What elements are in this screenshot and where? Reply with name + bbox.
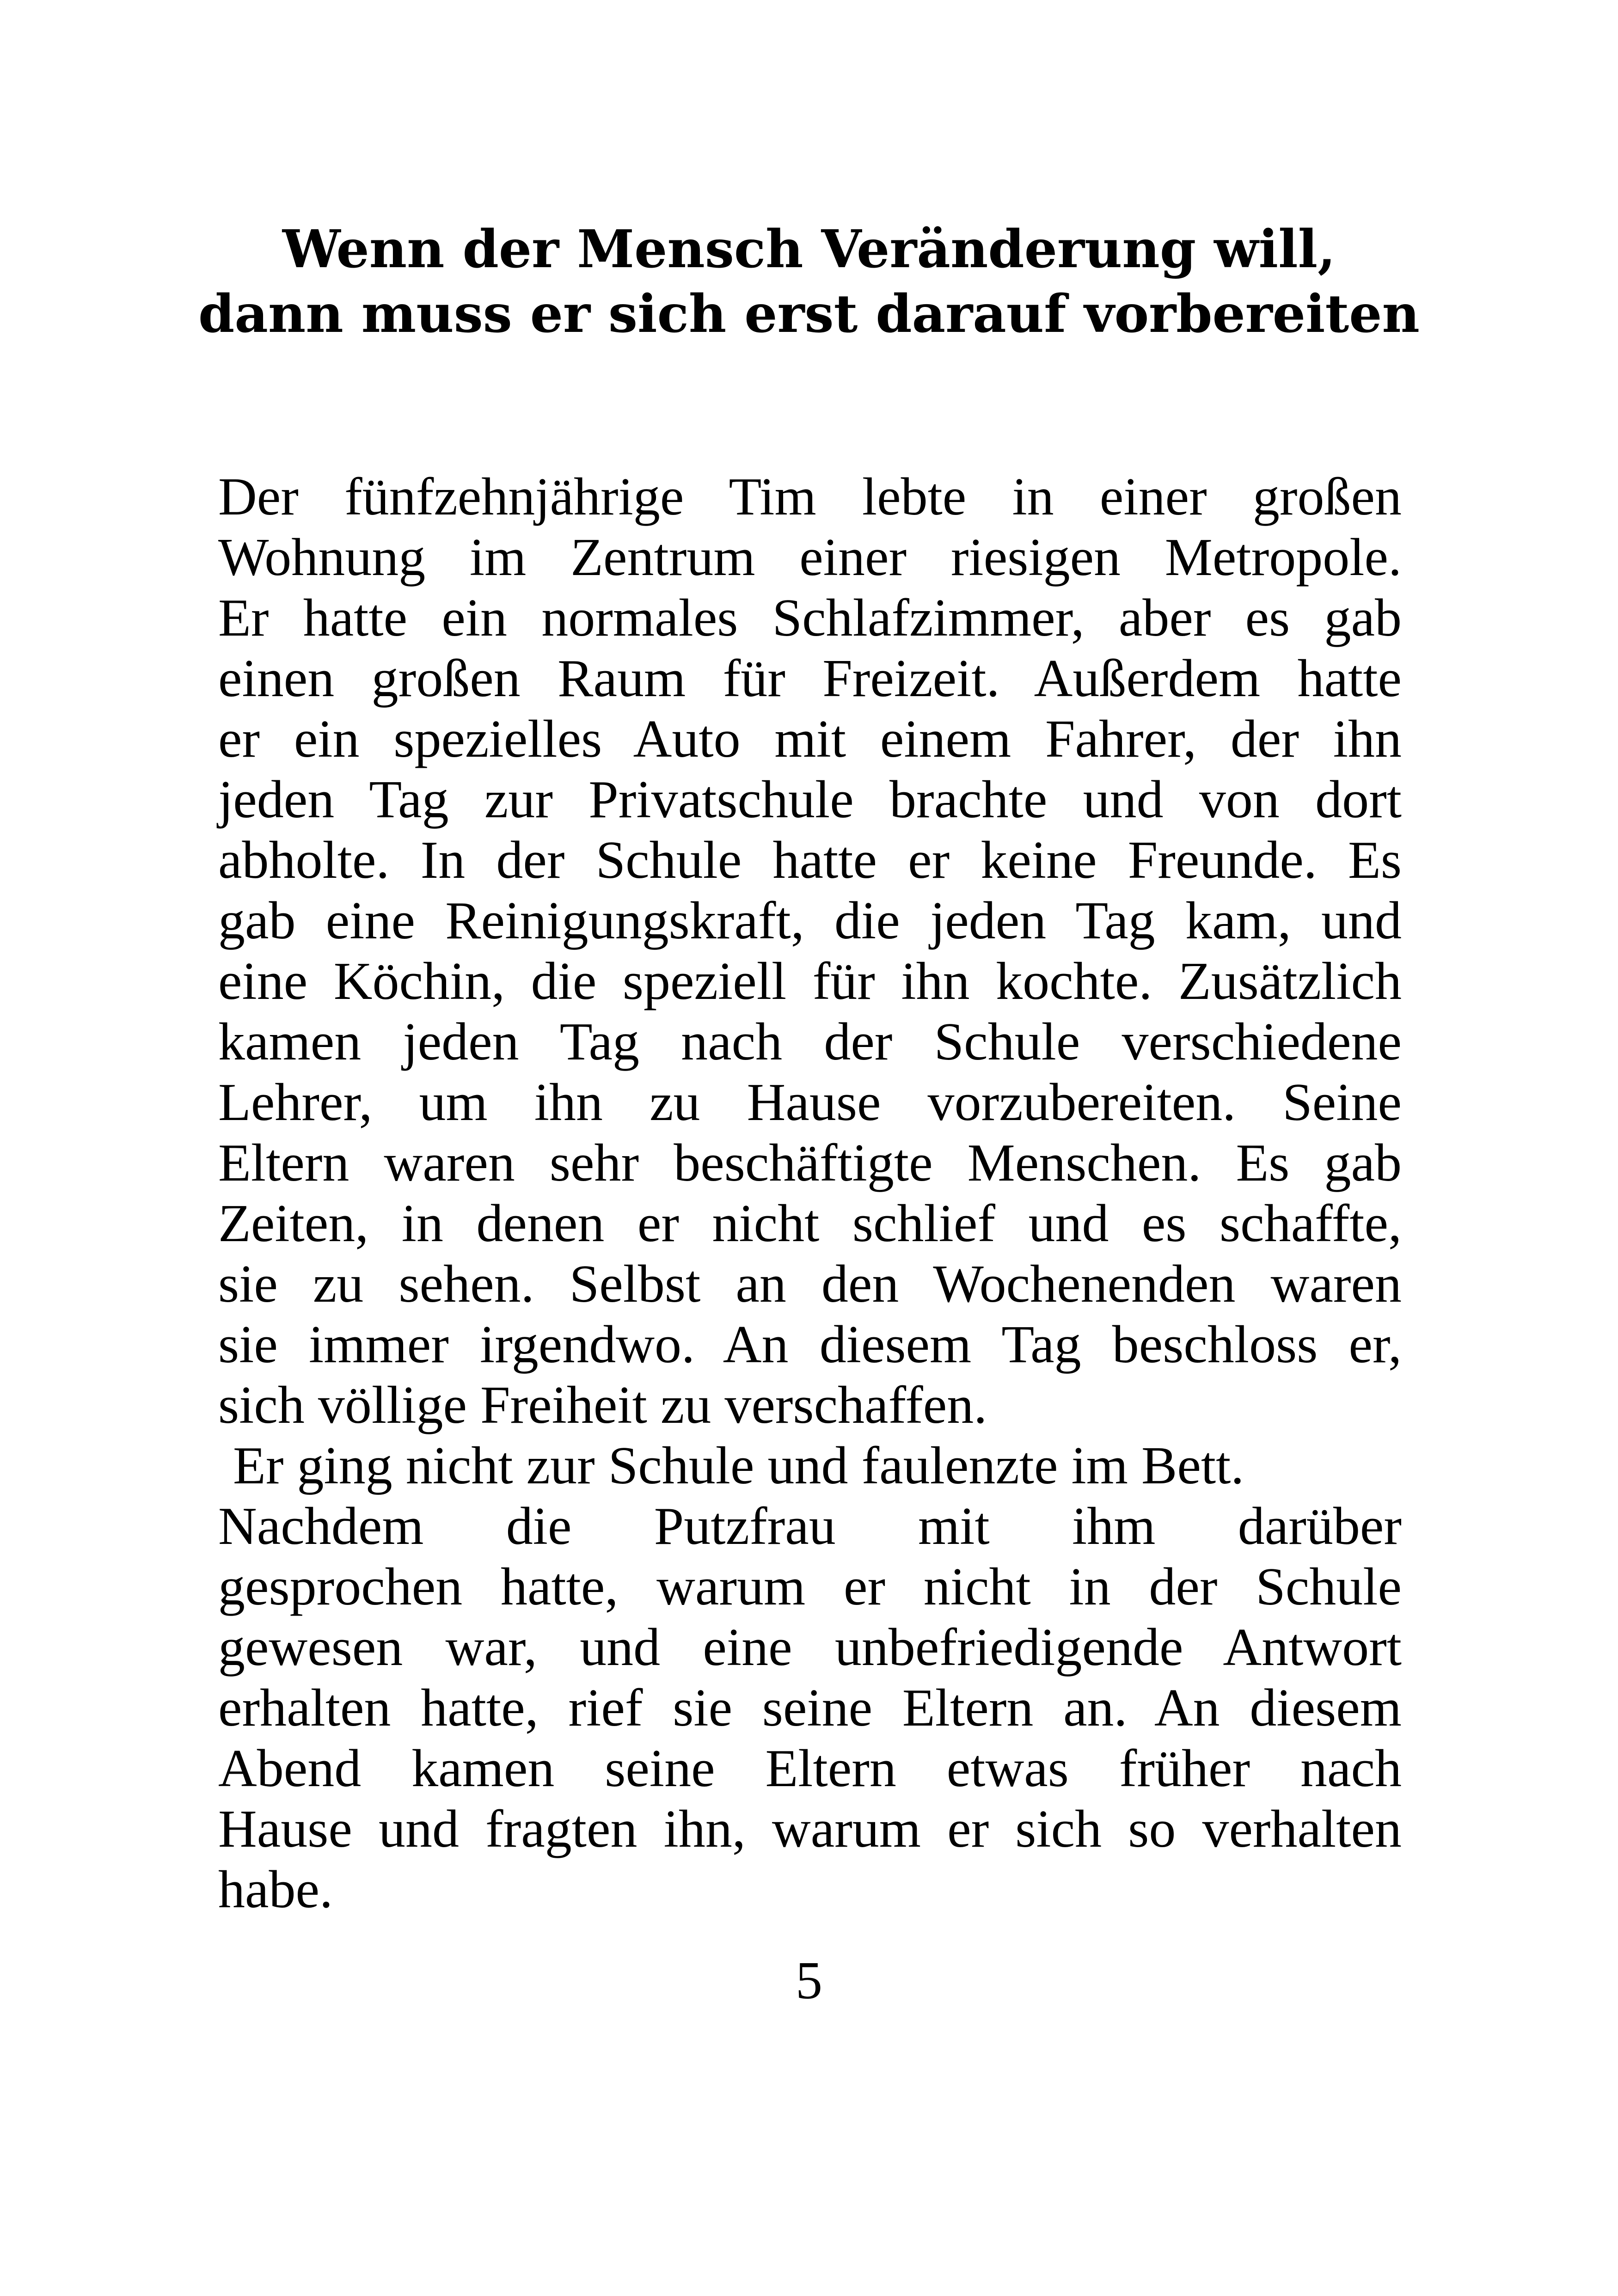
text-line: Zeiten, in denen er nicht schlief und es schaffte, bbox=[218, 1194, 1402, 1253]
text-line: Eltern waren sehr beschäftigte Menschen. Es gab bbox=[218, 1133, 1402, 1193]
text-line: Lehrer, um ihn zu Hause vorzubereiten. Seine bbox=[218, 1073, 1402, 1132]
chapter-title-line-1: Wenn der Mensch Veränderung will, bbox=[282, 219, 1336, 280]
text-line: Er hatte ein normales Schlafzimmer, aber es gab bbox=[218, 588, 1402, 648]
text-line: gesprochen hatte, warum er nicht in der Schule bbox=[218, 1557, 1402, 1616]
text-line: sie immer irgendwo. An diesem Tag beschloss er, bbox=[218, 1315, 1402, 1374]
text-line: Wohnung im Zentrum einer riesigen Metropole. bbox=[218, 528, 1402, 587]
text-line: habe. bbox=[218, 1860, 333, 1919]
text-line: sie zu sehen. Selbst an den Wochenenden waren bbox=[218, 1255, 1402, 1314]
text-line: er ein spezielles Auto mit einem Fahrer, der ihn bbox=[218, 710, 1402, 769]
text-line: Hause und fragten ihn, warum er sich so verhalten bbox=[218, 1800, 1402, 1859]
text-line: Nachdem die Putzfrau mit ihm darüber bbox=[218, 1497, 1402, 1556]
page-number: 5 bbox=[796, 1951, 822, 2010]
text-line: abholte. In der Schule hatte er keine Freunde. Es bbox=[218, 831, 1402, 890]
text-line: erhalten hatte, rief sie seine Eltern an. An diesem bbox=[218, 1678, 1402, 1738]
text-line: kamen jeden Tag nach der Schule verschiedene bbox=[218, 1012, 1402, 1071]
text-line: jeden Tag zur Privatschule brachte und von dort bbox=[218, 770, 1402, 829]
text-line: einen großen Raum für Freizeit. Außerdem hatte bbox=[218, 649, 1402, 708]
chapter-title-line-2: dann muss er sich erst darauf vorbereiten bbox=[198, 284, 1420, 344]
body-text bbox=[218, 467, 1402, 1920]
chapter-title bbox=[153, 217, 1465, 347]
text-line: eine Köchin, die speziell für ihn kochte. Zusätzlich bbox=[218, 952, 1402, 1011]
text-line: gab eine Reinigungskraft, die jeden Tag kam, und bbox=[218, 891, 1402, 950]
text-line: gewesen war, und eine unbefriedigende Antwort bbox=[218, 1618, 1402, 1677]
text-line: Abend kamen seine Eltern etwas früher nach bbox=[218, 1739, 1402, 1798]
text-line: Der fünfzehnjährige Tim lebte in einer großen bbox=[218, 467, 1402, 527]
text-line: sich völlige Freiheit zu verschaffen. bbox=[218, 1376, 987, 1435]
text-line: Er ging nicht zur Schule und faulenzte im Bett. bbox=[233, 1436, 1244, 1495]
